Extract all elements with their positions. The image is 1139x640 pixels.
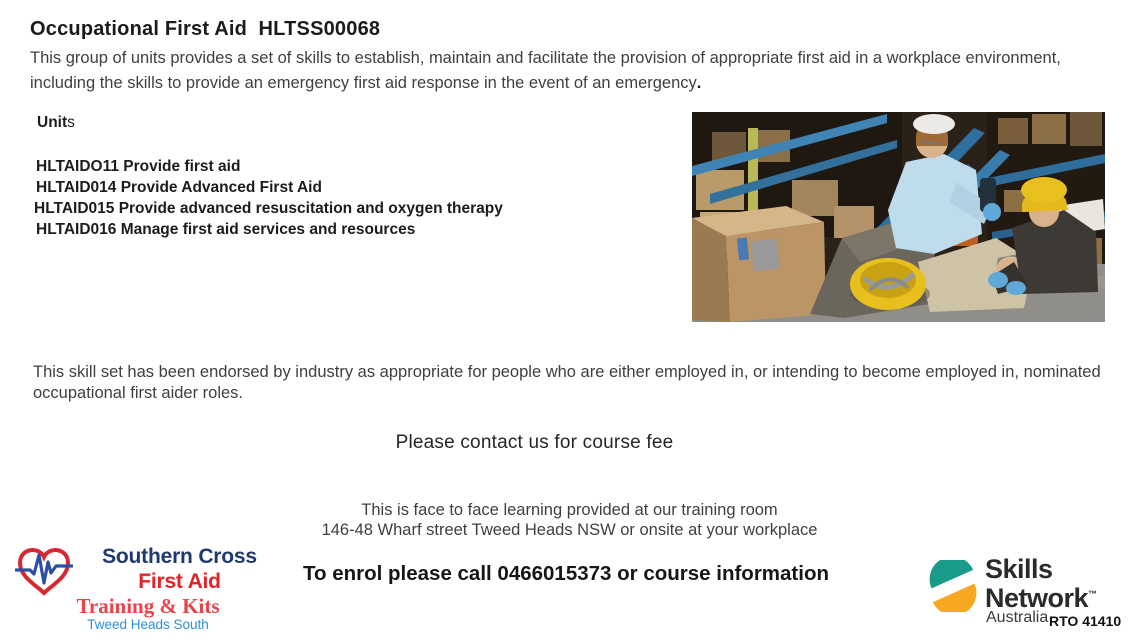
- skills-network-wordmark: [985, 554, 1097, 613]
- intro-text: This group of units provides a set of skills to establish, maintain and facilitate the provision of appropriate first aid in a workplace environment, including the skills to provide an emergency first aid response in the event of an emergency: [30, 49, 1061, 92]
- skills-network-country: Australia: [986, 609, 1049, 626]
- skills-network-icon: [927, 560, 979, 612]
- rto-number: RTO 41410: [1049, 613, 1122, 629]
- units-heading-bold: Unit: [37, 114, 68, 131]
- endorsement-paragraph: This skill set has been endorsed by industry as appropriate for people who are either employed in, or intending to become employed in, nominated occupational first aider roles.: [33, 363, 1101, 402]
- skills-network-logo: [925, 554, 1139, 635]
- intro-paragraph: [30, 46, 1116, 96]
- enrol-call-line: To enrol please call 0466015373 or course information: [302, 562, 829, 585]
- southern-cross-location: Tweed Heads South: [87, 617, 209, 632]
- delivery-line-2: 146-48 Wharf street Tweed Heads NSW or onsite at your workplace: [321, 521, 818, 539]
- units-list: [36, 156, 656, 240]
- southern-cross-tagline: Training & Kits: [76, 594, 220, 618]
- delivery-info: [0, 500, 1139, 540]
- course-fee-line: Please contact us for course fee: [395, 432, 674, 453]
- southern-cross-name-line1: Southern Cross: [102, 545, 257, 568]
- skills-network-word2-text: Network: [985, 583, 1089, 613]
- intro-period: .: [696, 74, 702, 92]
- unit-item: HLTAID014 Provide Advanced First Aid: [36, 179, 322, 196]
- southern-cross-name-line2: First Aid: [138, 570, 221, 593]
- delivery-line-1: This is face to face learning provided at our training room: [361, 501, 778, 519]
- unit-item: HLTAID016 Manage first aid services and resources: [36, 221, 416, 238]
- skills-network-word2: [985, 582, 1097, 611]
- units-heading-suffix: s: [67, 114, 75, 131]
- first-aid-photo-illustration: [692, 112, 1105, 322]
- heart-ecg-icon: [15, 543, 73, 601]
- unit-item: HLTAIDO11 Provide first aid: [36, 158, 241, 175]
- first-aid-photo: [692, 112, 1105, 322]
- trademark-symbol: ™: [1088, 589, 1097, 599]
- page-title: Occupational First Aid HLTSS00068: [30, 18, 381, 40]
- skills-network-word1: Skills: [985, 554, 1053, 584]
- southern-cross-name: [72, 544, 287, 594]
- unit-item: HLTAID015 Provide advanced resuscitation and oxygen therapy: [34, 200, 503, 217]
- units-heading: [37, 114, 75, 132]
